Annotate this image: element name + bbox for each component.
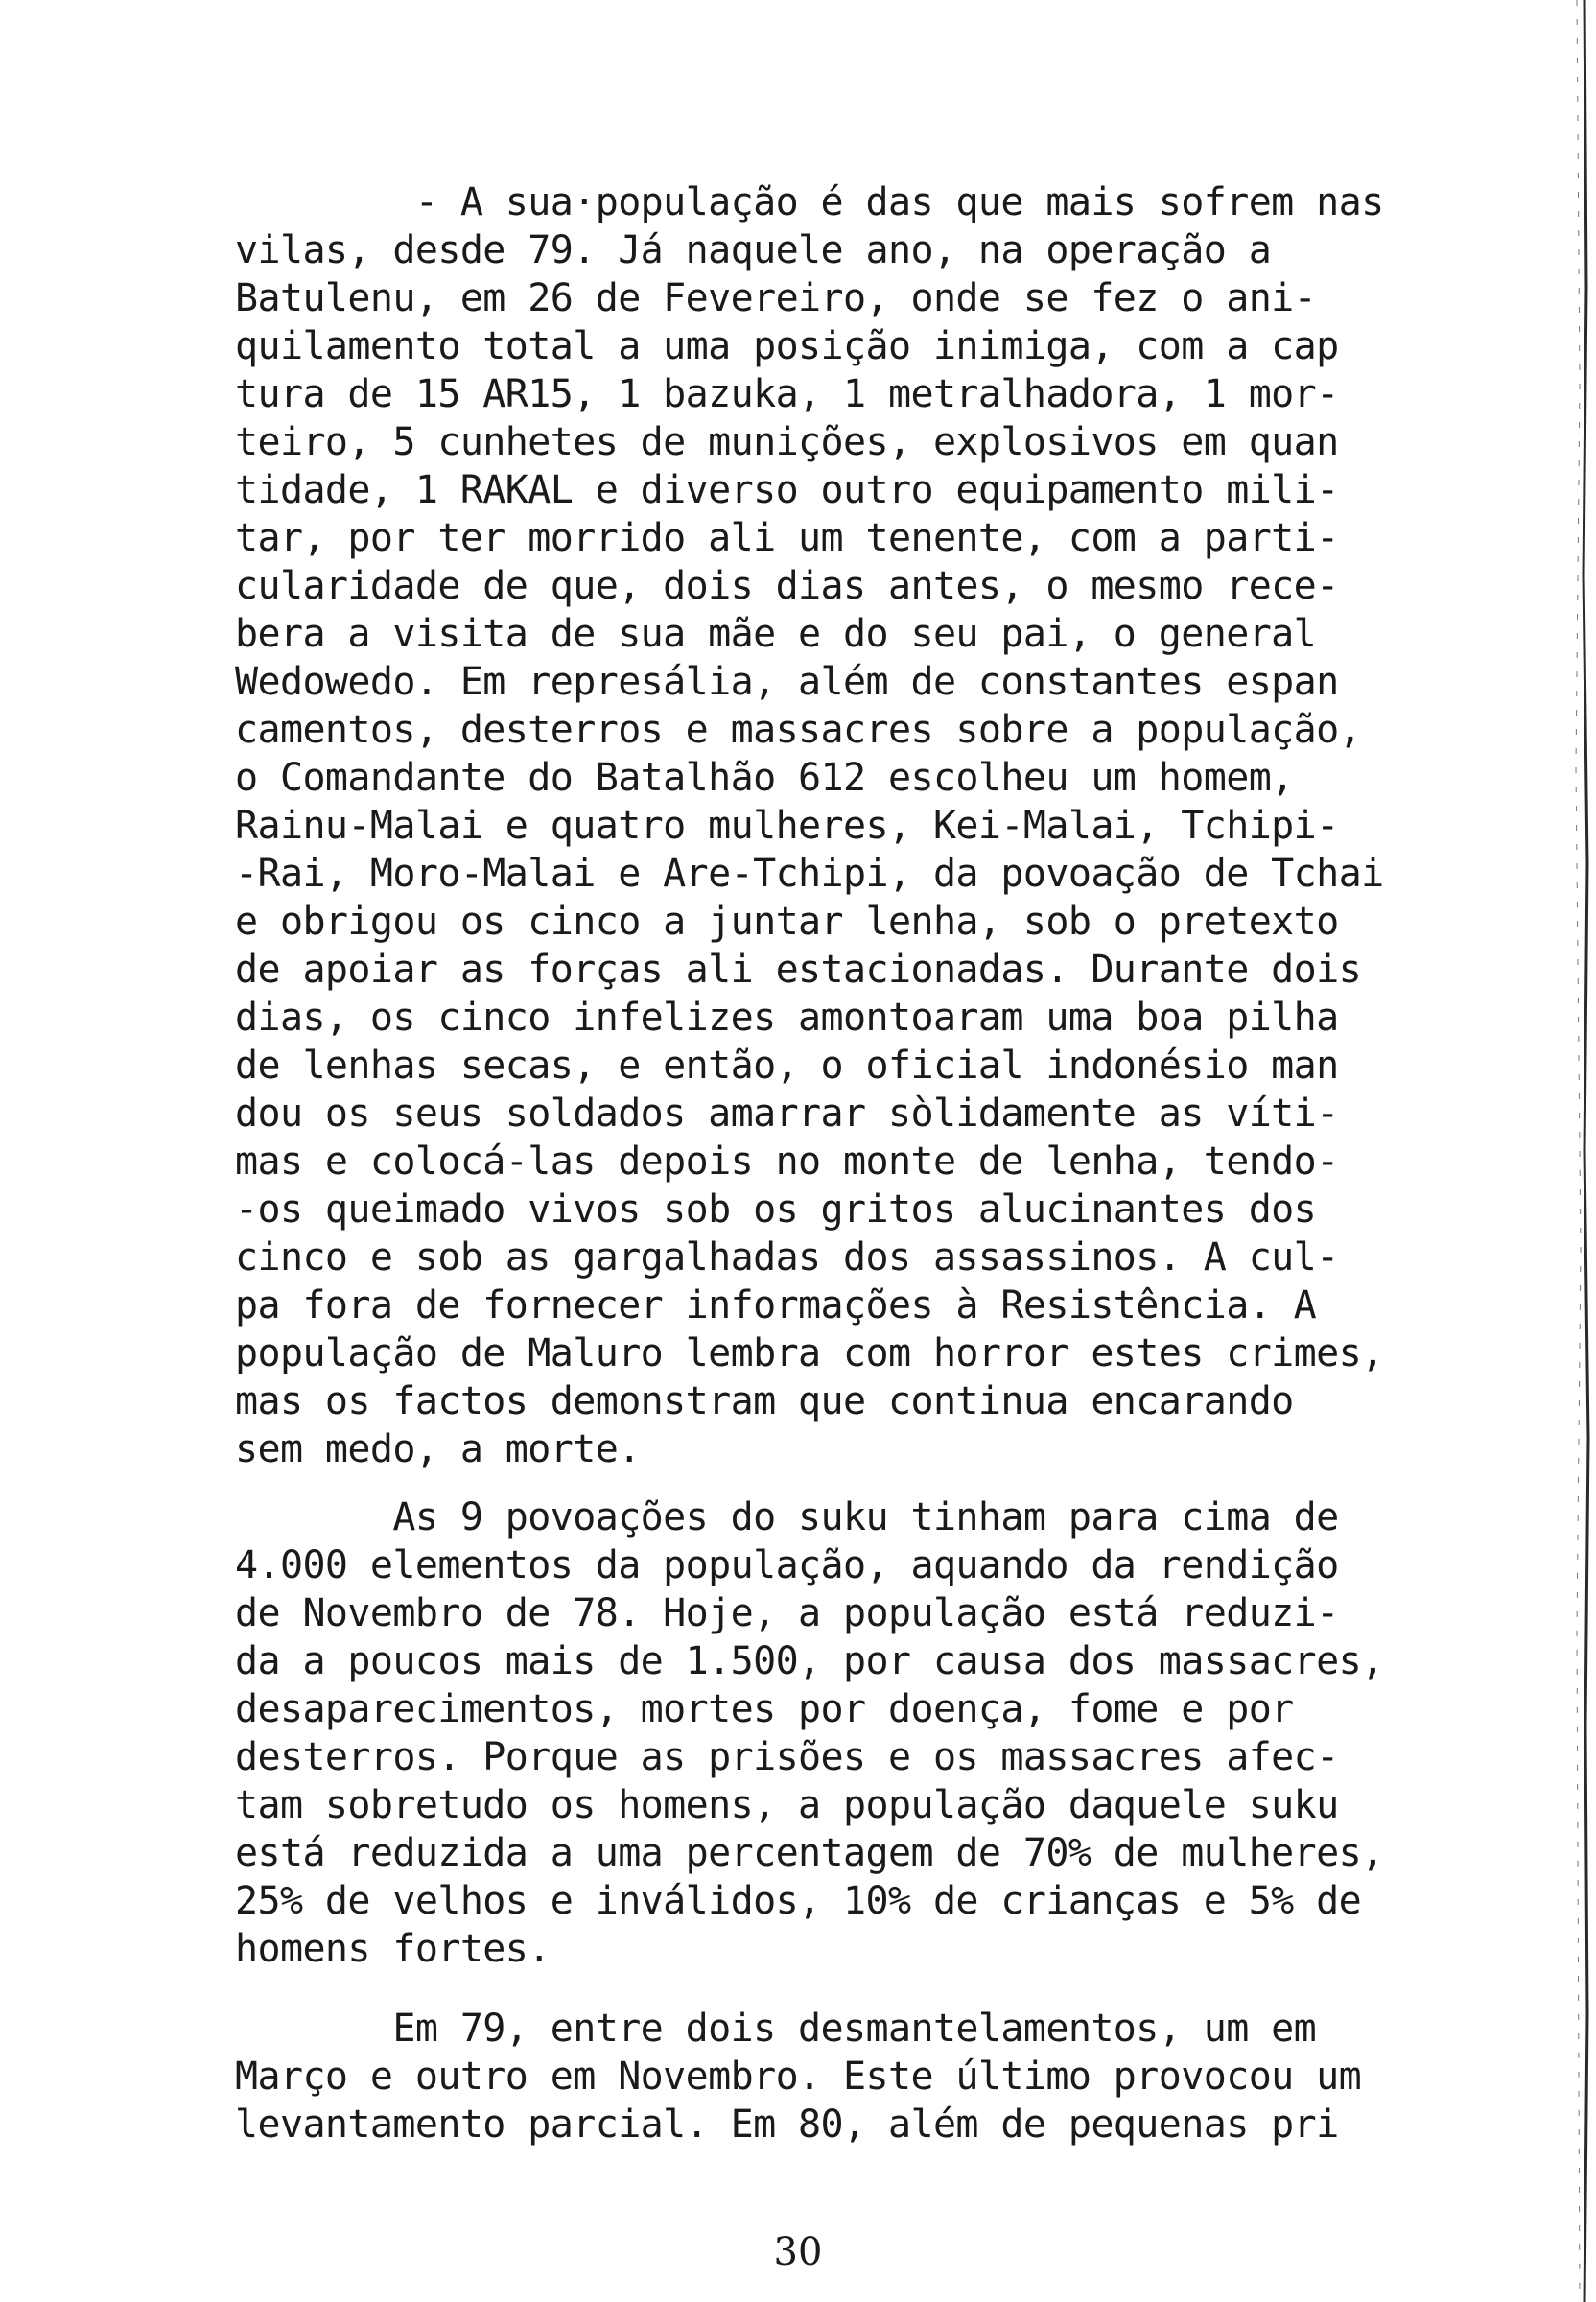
text-line: dias, os cinco infelizes amontoaram uma boa pilha [235,996,1339,1040]
scanned-page-edge [1548,0,1596,2302]
text-line: Março e outro em Novembro. Este último provocou um [235,2055,1362,2099]
text-line: Rainu-Malai e quatro mulheres, Kei-Malai, Tchipi- [235,804,1339,848]
text-line: mas e colocá-las depois no monte de lenha, tendo- [235,1139,1339,1184]
text-line: teiro, 5 cunhetes de munições, explosivos em quan [235,420,1339,464]
paragraph-2 [235,1493,1491,1973]
text-line: de lenhas secas, e então, o oficial indonésio man [235,1044,1339,1088]
paragraph-3 [235,2005,1491,2149]
text-line: - A sua·população é das que mais sofrem nas [235,180,1384,224]
text-line: camentos, desterros e massacres sobre a população, [235,708,1362,752]
text-line: dou os seus soldados amarrar sòlidamente as víti- [235,1092,1339,1136]
text-line: mas os factos demonstram que continua encarando [235,1379,1294,1423]
text-line: quilamento total a uma posição inimiga, com a cap [235,324,1339,368]
text-line: pa fora de fornecer informações à Resistência. A [235,1283,1317,1327]
text-line: As 9 povoações do suku tinham para cima de [235,1495,1339,1539]
text-line: da a poucos mais de 1.500, por causa dos massacres, [235,1639,1384,1683]
text-line: bera a visita de sua mãe e do seu pai, o general [235,612,1317,656]
text-line: de apoiar as forças ali estacionadas. Durante dois [235,948,1362,992]
text-line: tam sobretudo os homens, a população daquele suku [235,1783,1339,1827]
text-line: Em 79, entre dois desmantelamentos, um em [235,2007,1317,2051]
text-line: Batulenu, em 26 de Fevereiro, onde se fez o ani- [235,276,1317,320]
page-number: 30 [773,2230,823,2274]
text-line: levantamento parcial. Em 80, além de pequenas pri [235,2102,1339,2147]
text-line: de Novembro de 78. Hoje, a população está reduzi- [235,1591,1339,1635]
text-line: 25% de velhos e inválidos, 10% de crianças e 5% de [235,1879,1362,1923]
text-line: -os queimado vivos sob os gritos alucinantes dos [235,1187,1317,1232]
text-line: e obrigou os cinco a juntar lenha, sob o pretexto [235,900,1339,944]
text-line: desaparecimentos, mortes por doença, fome e por [235,1687,1294,1731]
text-line: tar, por ter morrido ali um tenente, com a parti- [235,516,1339,560]
text-line: vilas, desde 79. Já naquele ano, na operação a [235,228,1272,272]
paragraph-1 [235,178,1491,1473]
text-line: Wedowedo. Em represália, além de constantes espan [235,660,1339,704]
text-line: sem medo, a morte. [235,1427,641,1471]
text-line: cinco e sob as gargalhadas dos assassinos. A cul- [235,1235,1339,1280]
text-line: -Rai, Moro-Malai e Are-Tchipi, da povoação de Tchai [235,852,1384,896]
text-line: 4.000 elementos da população, aquando da rendição [235,1543,1339,1587]
text-line: homens fortes. [235,1927,551,1971]
text-line: está reduzida a uma percentagem de 70% de mulheres, [235,1831,1384,1875]
text-line: cularidade de que, dois dias antes, o mesmo rece- [235,564,1339,608]
text-line: tidade, 1 RAKAL e diverso outro equipamento mili- [235,468,1339,512]
text-line: o Comandante do Batalhão 612 escolheu um homem, [235,756,1294,800]
text-line: população de Maluro lembra com horror estes crimes, [235,1331,1384,1375]
text-line: desterros. Porque as prisões e os massacres afec- [235,1735,1339,1779]
text-line: tura de 15 AR15, 1 bazuka, 1 metralhadora, 1 mor- [235,372,1339,416]
